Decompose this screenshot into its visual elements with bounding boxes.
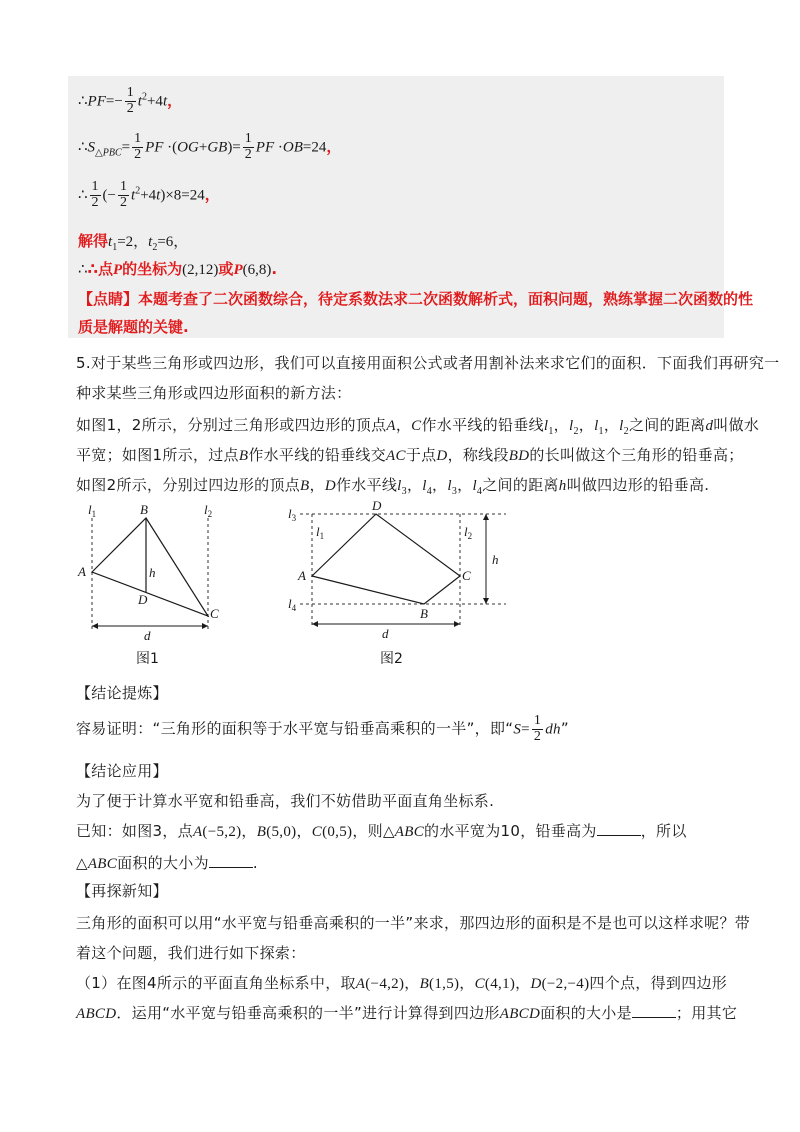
frac-num: 1	[126, 85, 134, 100]
subscript: 3	[401, 486, 407, 497]
math-op: =	[521, 721, 530, 738]
frac-num: 1	[244, 131, 252, 146]
subscript: 2	[152, 242, 158, 253]
math-var: OB	[282, 139, 303, 156]
math-var: l	[447, 478, 452, 494]
exponent: 2	[135, 185, 141, 197]
math-var: t	[156, 187, 161, 204]
subscript: 4	[476, 486, 483, 497]
label-l4-main: l	[288, 596, 292, 611]
subscript: 1	[112, 242, 118, 253]
text: 作水平线	[335, 476, 398, 494]
arrow-head-top	[483, 514, 489, 520]
punct: .	[271, 260, 278, 278]
quadrilateral-abcd	[312, 514, 460, 604]
math-var: C	[474, 976, 485, 992]
triangle-symbol: △	[382, 822, 395, 840]
frac-den: 2	[134, 146, 142, 162]
math-var: C	[411, 418, 422, 434]
math-var: l	[619, 418, 624, 434]
math-var: P	[112, 262, 123, 278]
text: ，	[296, 822, 312, 840]
text: ，	[406, 476, 423, 494]
problem-text	[76, 414, 759, 437]
label-h: h	[492, 552, 499, 567]
label-d: D	[372, 500, 382, 513]
frac-den: 2	[244, 146, 252, 162]
subscript: 4	[426, 486, 433, 497]
math-op: )=	[227, 139, 241, 156]
math-var: t	[148, 234, 153, 250]
text: 或	[218, 260, 234, 278]
math-op: ·	[274, 139, 283, 156]
figure-2-caption: 图2	[380, 651, 403, 667]
label-l1-main: l	[316, 524, 320, 539]
math-op: (−	[102, 187, 117, 204]
frac-den: 2	[126, 100, 134, 116]
label-l3-main: l	[288, 506, 292, 521]
math-var: l	[568, 418, 574, 434]
text: ，	[432, 476, 448, 494]
fraction	[532, 714, 543, 744]
text: 的水平宽为10，铅垂高为	[424, 822, 597, 840]
math-var: B	[256, 824, 267, 840]
text: 作水平线的铅垂线交	[248, 446, 387, 464]
arrow-head-left	[312, 621, 318, 627]
math-var: AC	[386, 448, 406, 464]
text: 叫做四边形的铅垂高.	[566, 476, 710, 494]
fraction	[132, 132, 143, 162]
figure-1-caption: 图1	[136, 651, 159, 667]
math-op: =6，	[157, 234, 189, 250]
coordinate: (5,0)	[266, 824, 297, 840]
label-c: C	[210, 606, 219, 621]
math-var: P	[233, 262, 243, 278]
coordinate: (1,5)	[429, 976, 460, 992]
label-width-d: d	[144, 628, 151, 643]
section-text	[76, 820, 687, 841]
subscript: 2	[623, 426, 629, 437]
fraction	[118, 180, 129, 210]
math-var: A	[192, 824, 203, 840]
text: 解得	[78, 232, 109, 250]
text: 作水平线的铅垂线	[421, 416, 544, 434]
text: 如图2所示，分别过四边形的顶点	[76, 476, 301, 494]
text: ，	[395, 416, 412, 434]
problem-text	[76, 444, 744, 465]
text: ．运用“水平宽与铅垂高乘积的一半”进行计算得到四边形	[116, 1004, 500, 1022]
fraction	[125, 86, 136, 116]
subscript: 3	[451, 486, 458, 497]
text: 面积的大小是	[540, 1004, 632, 1022]
section-heading: 【再探新知】	[76, 882, 168, 900]
exponent: 2	[141, 91, 147, 103]
math-var: D	[324, 478, 336, 494]
label-d: D	[138, 592, 148, 607]
text: 之间的距离	[482, 476, 559, 494]
label-l2-main: l	[204, 502, 208, 517]
label-l1	[88, 502, 96, 519]
text: 于点	[405, 446, 437, 464]
math-op: +4	[146, 93, 163, 110]
math-op: =−	[105, 93, 123, 110]
text: 容易证明：“三角形的面积等于水平宽与铅垂高乘积的一半”，即“	[76, 719, 514, 738]
problem-text: 种求某些三角形或四边形面积的新方法：	[76, 384, 352, 402]
frac-num: 1	[120, 179, 128, 194]
subscript: 2	[573, 426, 579, 437]
math-var: l	[422, 478, 427, 494]
therefore-symbol: ∴	[78, 91, 88, 110]
figure-1-diagram	[60, 500, 240, 650]
subscript: 1	[598, 426, 604, 437]
math-var: d	[705, 418, 714, 434]
section-text	[76, 1002, 737, 1023]
math-var: S	[87, 139, 96, 156]
math-var: l	[543, 418, 549, 434]
math-var: PF	[87, 93, 106, 110]
math-var: ABCD	[499, 1006, 541, 1022]
coordinate: (−2,−4)	[541, 976, 590, 992]
frac-num: 1	[533, 713, 542, 728]
math-var: A	[386, 418, 396, 434]
arrow-head-left	[92, 623, 98, 629]
text: ，则	[352, 822, 383, 840]
label-l3-sub: 3	[291, 513, 297, 523]
frac-den: 2	[120, 194, 128, 210]
label-l1	[316, 524, 324, 541]
coordinate: (−4,2)	[365, 976, 405, 992]
label-l2-sub: 2	[467, 531, 473, 541]
problem-text	[76, 474, 709, 497]
fraction	[243, 132, 254, 162]
solution-line-2	[78, 132, 341, 162]
punct: ，	[167, 91, 183, 110]
math-var: ABC	[394, 824, 425, 840]
math-var: ABC	[87, 856, 118, 872]
section-text: 为了便于计算水平宽和铅垂高，我们不妨借助平面直角坐标系.	[76, 792, 495, 810]
punct: ，	[204, 185, 220, 204]
problem-text: 5.对于某些三角形或四边形，我们可以直接用面积公式或者用割补法来求它们的面积．下面我们再研究一	[76, 354, 780, 372]
solution-line-5: ∴∴点P的坐标为(2,12)或P(6,8).	[78, 260, 278, 278]
math-var: B	[300, 478, 310, 494]
triangle-symbol: △	[76, 854, 88, 872]
comment-line-2: 质是解题的关键.	[78, 318, 189, 336]
math-var: t	[137, 93, 142, 110]
math-op: +4	[140, 187, 157, 204]
section-text	[76, 972, 727, 993]
answer-blank-area[interactable]	[209, 853, 253, 868]
comment-line-1: 【点睛】本题考查了二次函数综合，待定系数法求二次函数解析式，面积问题，熟练掌握二次函数的性	[78, 290, 754, 308]
subscript: 1	[548, 426, 554, 437]
text: ，所以	[640, 822, 687, 840]
text: 四个点，得到四边形	[589, 974, 728, 992]
math-var: D	[530, 976, 542, 992]
coordinate: (2,12)	[182, 262, 219, 278]
math-op: )×8=24	[160, 187, 205, 204]
label-l3	[288, 506, 297, 523]
text: 的坐标为	[122, 260, 183, 278]
math-var: dh	[545, 721, 561, 738]
math-var: A	[355, 976, 366, 992]
math-var: ABCD	[76, 1006, 117, 1022]
math-op: =2，	[117, 234, 149, 250]
text: ；用其它	[675, 1004, 738, 1022]
frac-den: 2	[91, 194, 99, 210]
label-width-d: d	[382, 626, 389, 640]
section-heading: 【结论提炼】	[76, 684, 168, 702]
arrow-head-right	[202, 623, 208, 629]
frac-num: 1	[91, 179, 99, 194]
label-l2-main: l	[464, 524, 468, 539]
text: ，	[515, 974, 531, 992]
coordinate: (−5,2)	[202, 824, 242, 840]
section-heading: 【结论应用】	[76, 762, 168, 780]
math-var: l	[594, 418, 599, 434]
math-var: GB	[207, 139, 228, 156]
math-var: t	[108, 234, 113, 250]
label-b: B	[140, 502, 148, 517]
text: 的长叫做这个三角形的铅垂高；	[529, 446, 744, 464]
label-l2	[464, 524, 472, 541]
text: 面积的大小为	[117, 854, 209, 872]
frac-num: 1	[134, 131, 142, 146]
math-var: t	[162, 93, 168, 110]
text: 已知：如图3，点	[76, 822, 193, 840]
frac-den: 2	[533, 728, 542, 744]
math-var: B	[419, 976, 430, 992]
text: 平宽；如图1所示，过点	[76, 446, 239, 464]
answer-blank-height[interactable]	[597, 821, 641, 836]
solution-block	[68, 76, 754, 338]
text: ”	[560, 719, 569, 738]
math-var: PF	[145, 139, 164, 156]
math-op: =	[121, 139, 131, 156]
arrow-head-right	[454, 621, 460, 627]
arrow-head-bottom	[483, 598, 489, 604]
label-l4	[288, 596, 297, 613]
text: ∴点	[87, 260, 113, 278]
math-var: B	[238, 448, 249, 464]
section-text	[76, 714, 569, 744]
math-var: t	[131, 187, 136, 204]
text: ，	[578, 416, 595, 434]
text: ，	[457, 476, 473, 494]
solution-line-4	[78, 230, 188, 253]
answer-blank-quad-area[interactable]	[632, 1003, 676, 1018]
text: （1）在图4所示的平面直角坐标系中，取	[76, 974, 356, 992]
text: .	[252, 854, 258, 872]
label-l2	[204, 502, 212, 519]
label-l1-sub: 1	[91, 509, 97, 519]
section-text	[76, 852, 258, 873]
solution-line-1	[78, 86, 182, 116]
label-l4-sub: 4	[291, 603, 297, 613]
coordinate: (6,8)	[242, 262, 272, 278]
label-h: h	[149, 565, 156, 580]
label-b: B	[420, 606, 428, 621]
text: ，	[404, 974, 420, 992]
text: ，称线段	[447, 446, 509, 464]
therefore-symbol: ∴	[78, 137, 88, 156]
math-var: l	[397, 478, 402, 494]
label-a: A	[78, 564, 86, 579]
fraction	[90, 180, 101, 210]
coordinate: (0,5)	[322, 824, 353, 840]
math-var: PF	[255, 139, 275, 156]
math-op: ·(	[163, 139, 178, 156]
therefore-symbol: ∴	[78, 185, 88, 204]
math-var: D	[436, 448, 448, 464]
text: 叫做水	[713, 416, 760, 434]
math-var: S	[513, 721, 522, 738]
section-text: 三角形的面积可以用“水平宽与铅垂高乘积的一半”来求，那四边形的面积是不是也可以这样求呢？带	[76, 914, 751, 932]
text: ，	[241, 822, 257, 840]
text: ，	[309, 476, 325, 494]
text: 如图1，2所示，分别过三角形或四边形的顶点	[76, 416, 387, 434]
math-op: +	[198, 139, 208, 156]
math-var: l	[472, 478, 477, 494]
math-var: BD	[508, 448, 530, 464]
math-var: C	[311, 824, 323, 840]
math-var: h	[558, 478, 567, 494]
label-c: C	[462, 568, 471, 583]
label-l1-sub: 1	[319, 531, 325, 541]
punct: ，	[326, 137, 342, 156]
text: ，	[459, 974, 475, 992]
label-l1-main: l	[88, 502, 92, 517]
math-var: OG	[177, 139, 199, 156]
text: ，	[603, 416, 620, 434]
math-op: =24	[302, 139, 327, 156]
coordinate: (4,1)	[484, 976, 516, 992]
section-text: 着这个问题，我们进行如下探索：	[76, 944, 306, 962]
solution-line-3	[78, 180, 220, 210]
label-l2-sub: 2	[207, 509, 213, 519]
text: ，	[553, 416, 569, 434]
text: 之间的距离	[628, 416, 706, 434]
subscript: △PBC	[95, 147, 122, 159]
label-a: A	[298, 568, 306, 583]
figure-2-diagram	[282, 500, 512, 640]
